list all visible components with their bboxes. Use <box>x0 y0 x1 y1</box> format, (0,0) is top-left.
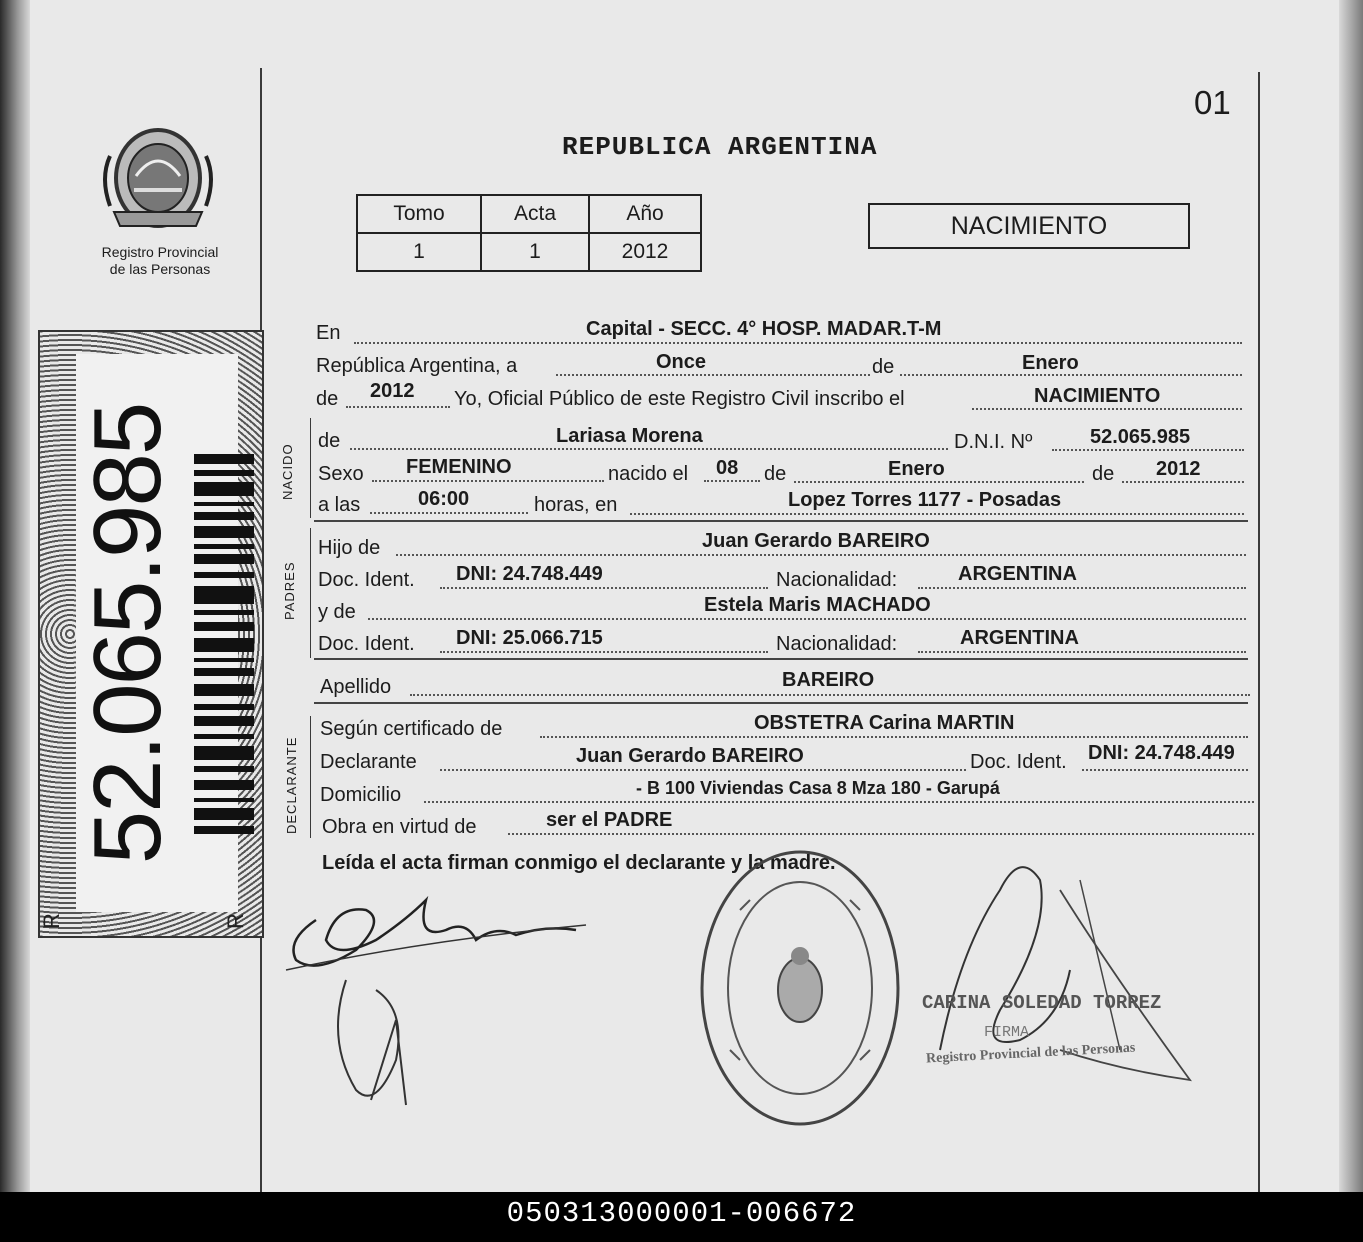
dots <box>1052 449 1244 451</box>
label-en: En <box>316 322 341 344</box>
label-doc-ident2: Doc. Ident. <box>318 633 415 655</box>
label-de2: de <box>316 388 339 410</box>
dots <box>410 694 1250 696</box>
label-sexo: Sexo <box>318 463 364 485</box>
section-nacido: NACIDO <box>280 443 295 500</box>
label-nacionalidad: Nacionalidad: <box>776 569 898 591</box>
official-stamp-icon <box>700 850 910 1130</box>
officer-org: Registro Provincial de las Personas <box>925 1040 1136 1067</box>
header-acta: Acta <box>481 195 589 233</box>
header-tomo: Tomo <box>357 195 481 233</box>
value-tomo: 1 <box>357 233 481 271</box>
declarante-bracket-line <box>310 716 311 838</box>
province-seal-icon <box>96 116 226 236</box>
value-madre-nac: ARGENTINA <box>960 627 1079 649</box>
label-nacionalidad2: Nacionalidad: <box>776 633 898 655</box>
dots <box>918 651 1246 653</box>
label-a-las: a las <box>318 494 361 516</box>
label-republica: República Argentina, a <box>316 355 518 377</box>
section-declarante: DECLARANTE <box>284 736 299 834</box>
dots <box>918 587 1246 589</box>
value-dni: 52.065.985 <box>1090 426 1191 448</box>
value-mes: Enero <box>1022 352 1079 374</box>
corner-mark-right: R <box>223 913 249 929</box>
value-apellido: BAREIRO <box>782 669 875 691</box>
label-segun: Según certificado de <box>320 718 503 740</box>
dots <box>372 480 604 482</box>
label-declarante: Declarante <box>320 751 417 773</box>
dots <box>540 736 1248 738</box>
label-de: de <box>872 356 895 378</box>
value-anio: 2012 <box>370 380 415 402</box>
label-hijo-de: Hijo de <box>318 537 381 559</box>
declarant-signature <box>276 880 606 1120</box>
nacido-bracket-line <box>310 418 311 518</box>
label-yo: Yo, Oficial Público de este Registro Civil inscribo el <box>454 388 905 410</box>
footer-code: 050313000001-006672 <box>0 1192 1363 1242</box>
officer-role: FIRMA <box>984 1024 1030 1041</box>
dots <box>794 481 1084 483</box>
dots <box>704 480 760 482</box>
value-padre-doc: DNI: 24.748.449 <box>456 563 603 585</box>
section-separator <box>314 658 1248 660</box>
dots <box>630 513 1244 515</box>
dots <box>396 554 1246 556</box>
dots <box>350 448 948 450</box>
header-anio: Año <box>589 195 701 233</box>
dots <box>1122 481 1244 483</box>
value-padre: Juan Gerardo BAREIRO <box>702 530 930 552</box>
dots <box>440 769 966 771</box>
label-domicilio: Domicilio <box>320 784 402 806</box>
dots <box>508 833 1254 835</box>
label-horas-en: horas, en <box>534 494 618 516</box>
seal-caption <box>78 244 242 278</box>
value-nombre: Lariasa Morena <box>556 425 703 447</box>
dots <box>556 374 870 376</box>
seal-caption-line1: Registro Provincial <box>101 244 219 260</box>
value-anio: 2012 <box>589 233 701 271</box>
value-lugar: Capital - SECC. 4° HOSP. MADAR.T-M <box>586 318 942 340</box>
label-doc-ident3: Doc. Ident. <box>970 751 1067 773</box>
value-hora: 06:00 <box>418 488 470 510</box>
value-nac-dia: 08 <box>716 457 739 479</box>
dots <box>440 587 768 589</box>
barcode-panel <box>38 330 264 938</box>
value-obra: ser el PADRE <box>546 809 673 831</box>
padres-bracket-line <box>310 528 311 658</box>
section-padres: PADRES <box>282 561 297 620</box>
label-doc-ident: Doc. Ident. <box>318 569 415 591</box>
label-nacido-el: nacido el <box>608 463 689 485</box>
value-domicilio: - B 100 Viviendas Casa 8 Mza 180 - Garupá <box>636 778 1000 798</box>
section-separator <box>314 520 1248 522</box>
value-tipo: NACIMIENTO <box>1034 385 1161 407</box>
label-dni: D.N.I. Nº <box>954 431 1033 453</box>
value-declarante-doc: DNI: 24.748.449 <box>1088 742 1235 764</box>
label-de3: de <box>764 463 787 485</box>
value-dia: Once <box>656 351 707 373</box>
section-separator <box>314 702 1248 704</box>
dots <box>346 406 450 408</box>
value-declarante: Juan Gerardo BAREIRO <box>576 745 804 767</box>
dots <box>972 408 1242 410</box>
dots <box>424 801 1254 803</box>
closing-text: Leída el acta firman conmigo el declarante y la madre. <box>322 852 836 874</box>
dots <box>368 618 1246 620</box>
value-lugar-nac: Lopez Torres 1177 - Posadas <box>788 489 1062 511</box>
value-nac-anio: 2012 <box>1156 458 1201 480</box>
dni-vertical-number: 52.065.985 <box>74 403 181 865</box>
barcode <box>194 454 254 834</box>
record-type-box: NACIMIENTO <box>868 203 1190 249</box>
value-acta: 1 <box>481 233 589 271</box>
officer-name: CARINA SOLEDAD TORREZ <box>922 992 1162 1014</box>
value-padre-nac: ARGENTINA <box>958 563 1077 585</box>
dots <box>1082 769 1248 771</box>
label-de-name: de <box>318 430 341 452</box>
corner-mark-left: R <box>38 913 64 929</box>
barcode-inner <box>76 354 238 912</box>
label-apellido: Apellido <box>320 676 392 698</box>
page-number: 01 <box>1194 84 1231 121</box>
record-table <box>356 194 702 272</box>
dots <box>440 651 768 653</box>
label-de4: de <box>1092 463 1115 485</box>
value-madre-doc: DNI: 25.066.715 <box>456 627 603 649</box>
seal-caption-line2: de las Personas <box>109 261 211 277</box>
dots <box>354 342 1242 344</box>
right-margin-line <box>1258 72 1260 1192</box>
label-y-de: y de <box>318 601 356 623</box>
value-nac-mes: Enero <box>888 458 945 480</box>
label-obra: Obra en virtud de <box>322 816 477 838</box>
value-sexo: FEMENINO <box>406 456 512 478</box>
dots <box>370 512 528 514</box>
value-certificado: OBSTETRA Carina MARTIN <box>754 712 1015 734</box>
value-madre: Estela Maris MACHADO <box>704 594 931 616</box>
country-title: REPUBLICA ARGENTINA <box>562 132 878 162</box>
